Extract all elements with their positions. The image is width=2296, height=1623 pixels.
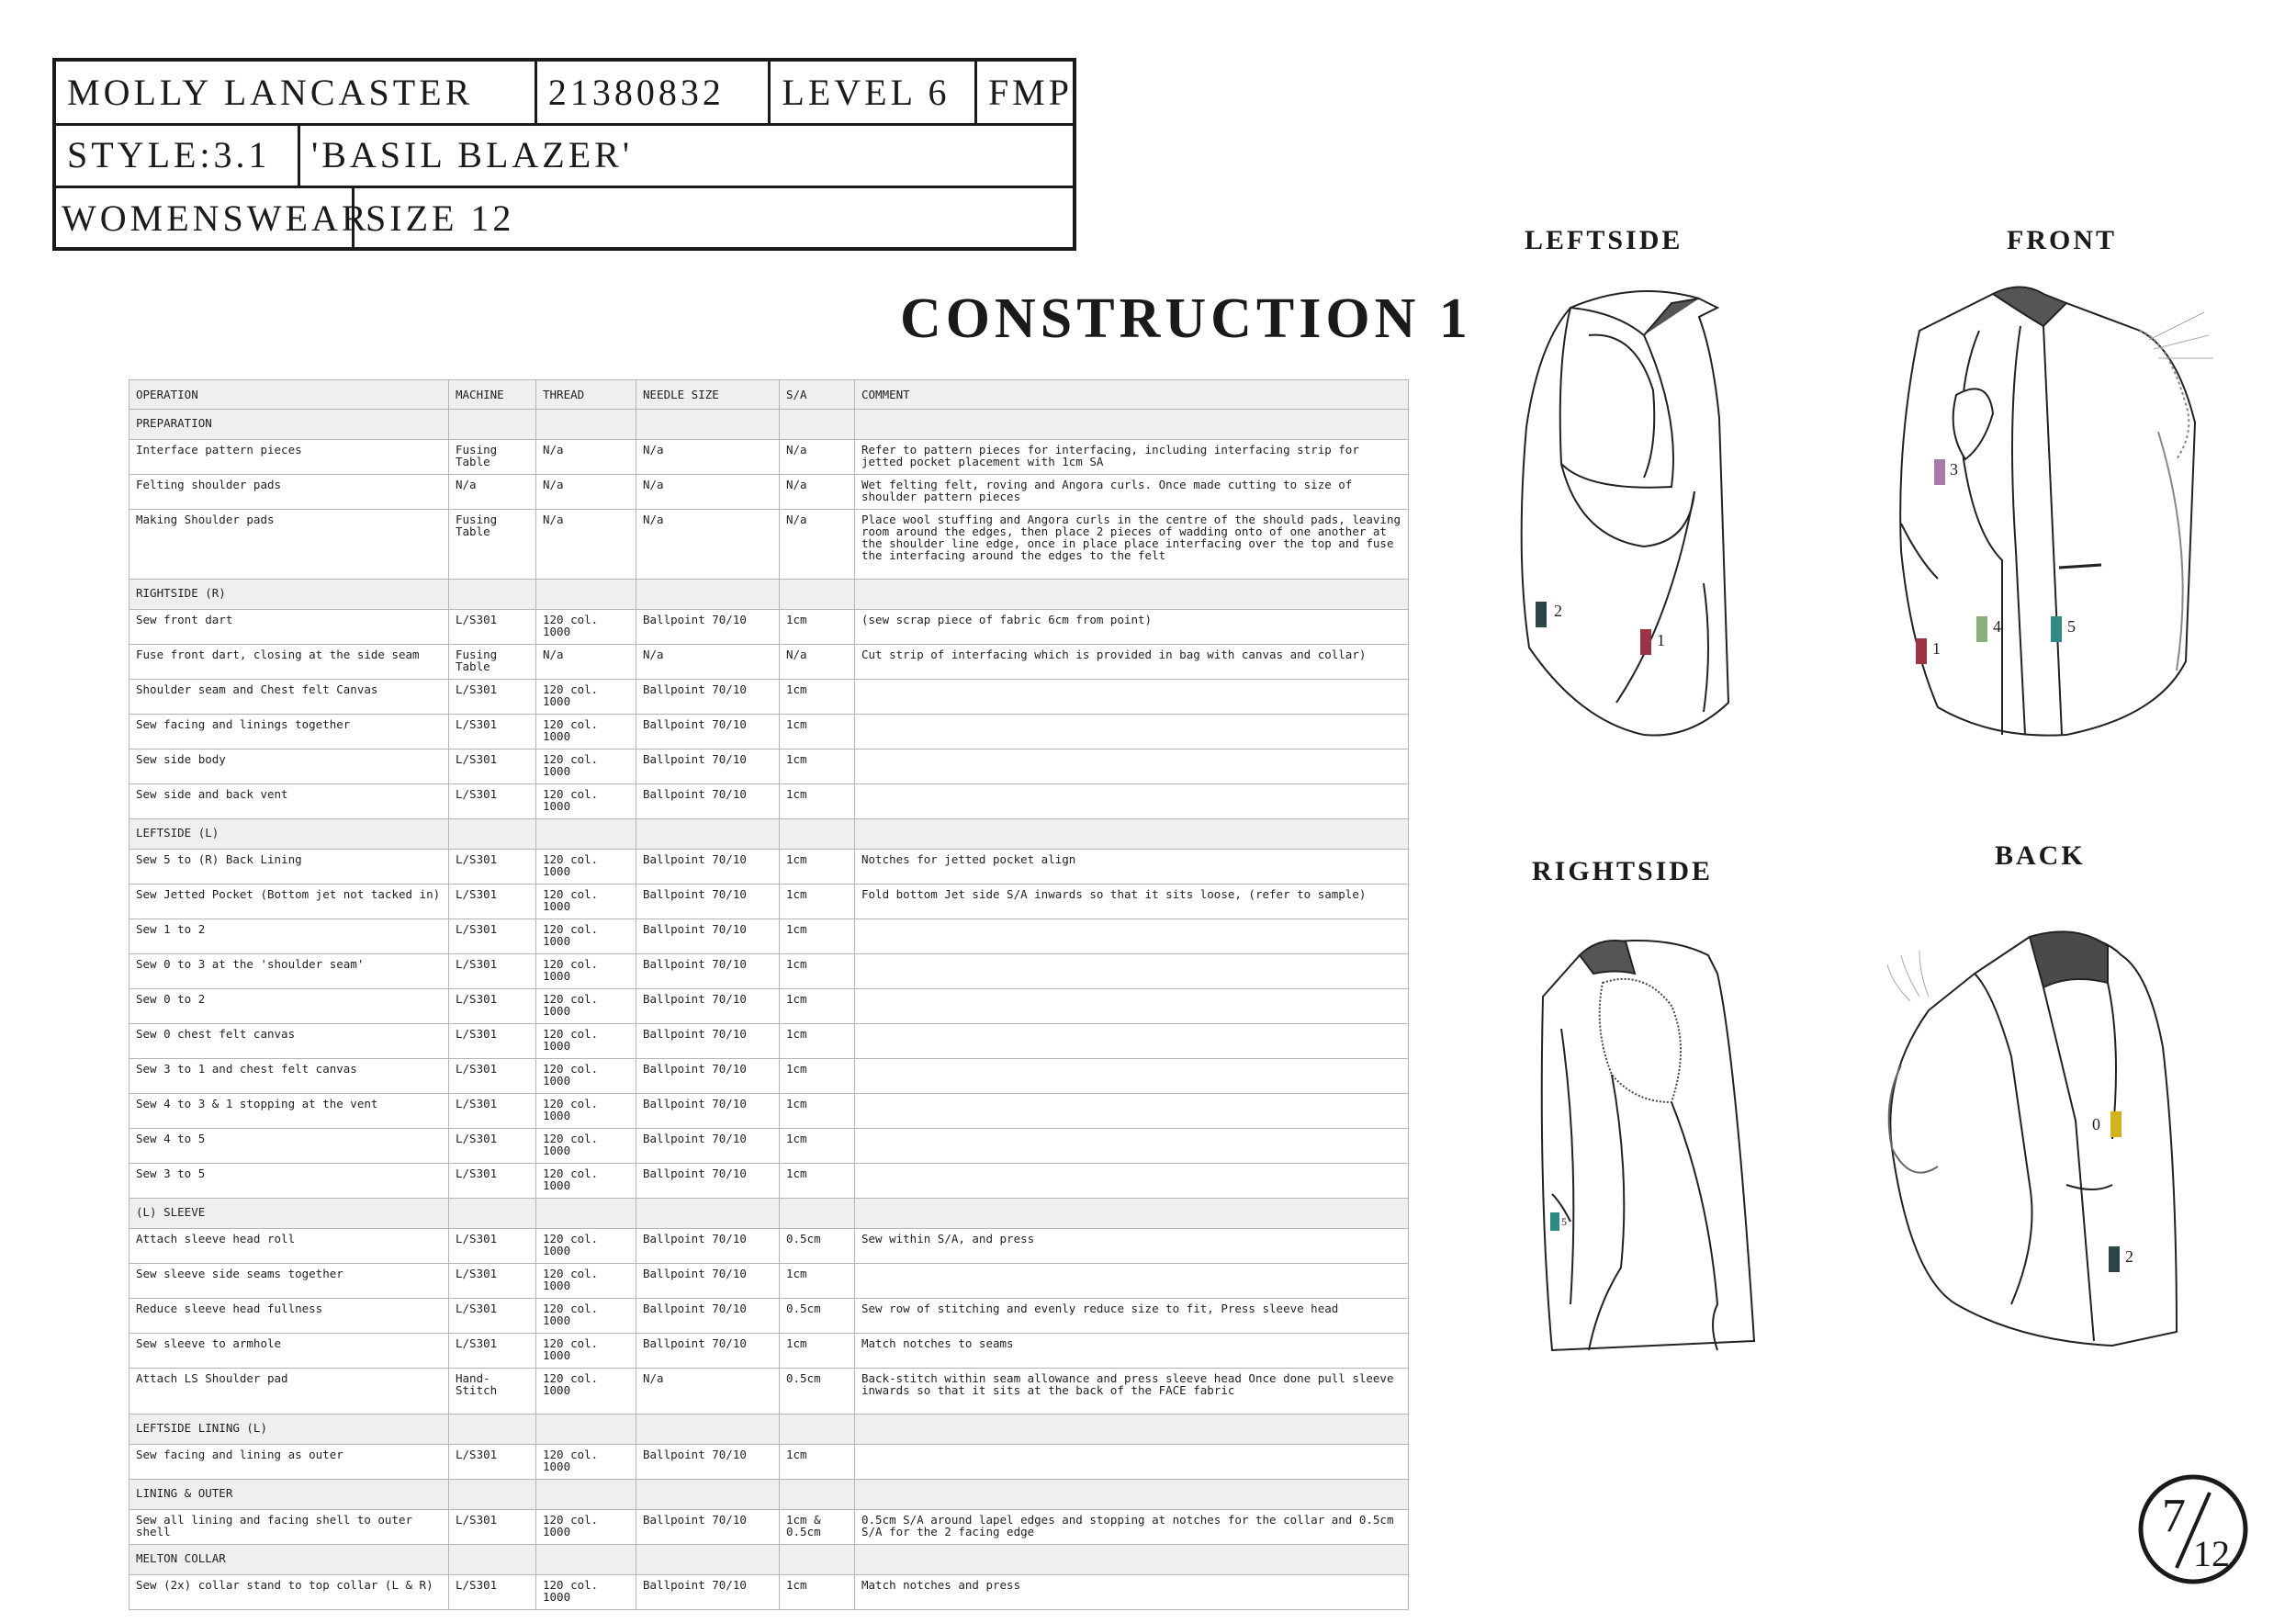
machine-cell: L/S301 bbox=[449, 1024, 536, 1059]
table-row bbox=[129, 715, 1409, 750]
thread-cell: 120 col. 1000 bbox=[536, 1299, 636, 1334]
comment-cell bbox=[855, 784, 1409, 819]
seam-allowance-cell: N/a bbox=[780, 475, 855, 510]
comment-cell: 0.5cm S/A around lapel edges and stopping at notches for the collar and 0.5cm S/A for the 2 facing edge bbox=[855, 1510, 1409, 1545]
empty-cell bbox=[449, 1545, 536, 1575]
empty-cell bbox=[636, 819, 780, 850]
marker-label: 5 bbox=[1561, 1215, 1567, 1228]
needle-cell: Ballpoint 70/10 bbox=[636, 850, 780, 885]
seam-allowance-cell: 1cm bbox=[780, 1094, 855, 1129]
comment-cell: Sew within S/A, and press bbox=[855, 1229, 1409, 1264]
operation-cell: Attach LS Shoulder pad bbox=[129, 1369, 449, 1414]
operation-cell: Interface pattern pieces bbox=[129, 440, 449, 475]
needle-cell: Ballpoint 70/10 bbox=[636, 1575, 780, 1610]
section-title: PREPARATION bbox=[129, 410, 449, 440]
machine-cell: L/S301 bbox=[449, 610, 536, 645]
comment-cell bbox=[855, 954, 1409, 989]
section-row bbox=[129, 819, 1409, 850]
empty-cell bbox=[780, 580, 855, 610]
seam-allowance-cell: 1cm bbox=[780, 1445, 855, 1480]
column-header: NEEDLE SIZE bbox=[636, 380, 780, 410]
comment-cell: Cut strip of interfacing which is provided in bag with canvas and collar) bbox=[855, 645, 1409, 680]
comment-cell: Sew row of stitching and evenly reduce size to fit, Press sleeve head bbox=[855, 1299, 1409, 1334]
operation-cell: Sew Jetted Pocket (Bottom jet not tacked in) bbox=[129, 885, 449, 919]
operation-cell: Sew 1 to 2 bbox=[129, 919, 449, 954]
comment-cell: Fold bottom Jet side S/A inwards so that it sits loose, (refer to sample) bbox=[855, 885, 1409, 919]
front-jacket-drawing bbox=[1883, 276, 2232, 753]
thread-cell: 120 col. 1000 bbox=[536, 1369, 636, 1414]
construction-table bbox=[129, 379, 1409, 1610]
thread-cell: 120 col. 1000 bbox=[536, 750, 636, 784]
table-row bbox=[129, 610, 1409, 645]
page-number-badge bbox=[2136, 1472, 2250, 1586]
table-row bbox=[129, 1445, 1409, 1480]
empty-cell bbox=[780, 1480, 855, 1510]
seam-allowance-cell: 1cm bbox=[780, 610, 855, 645]
table-row bbox=[129, 1129, 1409, 1164]
front-label: FRONT bbox=[2007, 225, 2117, 255]
table-row bbox=[129, 850, 1409, 885]
table-row bbox=[129, 645, 1409, 680]
table-row bbox=[129, 1229, 1409, 1264]
operation-cell: Sew 0 to 2 bbox=[129, 989, 449, 1024]
empty-cell bbox=[449, 1199, 536, 1229]
section-row bbox=[129, 1199, 1409, 1229]
empty-cell bbox=[536, 1414, 636, 1445]
operation-cell: Sew 3 to 1 and chest felt canvas bbox=[129, 1059, 449, 1094]
seam-allowance-cell: 1cm bbox=[780, 1334, 855, 1369]
operation-cell: Sew facing and linings together bbox=[129, 715, 449, 750]
marker-2 bbox=[1536, 602, 1547, 627]
needle-cell: Ballpoint 70/10 bbox=[636, 1094, 780, 1129]
comment-cell: Match notches and press bbox=[855, 1575, 1409, 1610]
operation-cell: Sew 3 to 5 bbox=[129, 1164, 449, 1199]
column-header: THREAD bbox=[536, 380, 636, 410]
comment-cell bbox=[855, 1059, 1409, 1094]
operation-cell: Fuse front dart, closing at the side seam bbox=[129, 645, 449, 680]
empty-cell bbox=[636, 1199, 780, 1229]
needle-cell: Ballpoint 70/10 bbox=[636, 1445, 780, 1480]
empty-cell bbox=[636, 1545, 780, 1575]
empty-cell bbox=[536, 819, 636, 850]
header-row-1 bbox=[56, 62, 1073, 126]
comment-cell bbox=[855, 1094, 1409, 1129]
needle-cell: Ballpoint 70/10 bbox=[636, 1264, 780, 1299]
style-number: STYLE:3.1 bbox=[56, 124, 300, 186]
size: SIZE 12 bbox=[366, 197, 515, 239]
section-row bbox=[129, 410, 1409, 440]
thread-cell: 120 col. 1000 bbox=[536, 1164, 636, 1199]
needle-cell: Ballpoint 70/10 bbox=[636, 610, 780, 645]
thread-cell: 120 col. 1000 bbox=[536, 954, 636, 989]
machine-cell: Fusing Table bbox=[449, 645, 536, 680]
thread-cell: 120 col. 1000 bbox=[536, 1229, 636, 1264]
page-title: CONSTRUCTION 1 bbox=[900, 287, 1472, 350]
section-title: MELTON COLLAR bbox=[129, 1545, 449, 1575]
seam-allowance-cell: 1cm bbox=[780, 954, 855, 989]
marker-5 bbox=[1550, 1212, 1559, 1231]
needle-cell: Ballpoint 70/10 bbox=[636, 750, 780, 784]
back-jacket-drawing bbox=[1874, 909, 2204, 1350]
operation-cell: Sew 0 chest felt canvas bbox=[129, 1024, 449, 1059]
header-row-2 bbox=[56, 124, 1073, 188]
comment-cell bbox=[855, 1445, 1409, 1480]
marker-label: 0 bbox=[2092, 1115, 2100, 1133]
needle-cell: N/a bbox=[636, 475, 780, 510]
level: LEVEL 6 bbox=[771, 62, 977, 123]
empty-cell bbox=[636, 410, 780, 440]
page-current: 7 bbox=[2162, 1490, 2186, 1542]
thread-cell: 120 col. 1000 bbox=[536, 1094, 636, 1129]
marker-2 bbox=[2109, 1246, 2120, 1272]
needle-cell: N/a bbox=[636, 510, 780, 580]
seam-allowance-cell: 1cm bbox=[780, 1264, 855, 1299]
marker-label: 1 bbox=[1657, 631, 1665, 649]
seam-allowance-cell: N/a bbox=[780, 510, 855, 580]
marker-0 bbox=[2110, 1111, 2122, 1137]
marker-3 bbox=[1934, 459, 1945, 485]
needle-cell: Ballpoint 70/10 bbox=[636, 919, 780, 954]
operation-cell: Sew facing and lining as outer bbox=[129, 1445, 449, 1480]
operation-cell: Sew 0 to 3 at the 'shoulder seam' bbox=[129, 954, 449, 989]
machine-cell: L/S301 bbox=[449, 919, 536, 954]
machine-cell: Fusing Table bbox=[449, 510, 536, 580]
thread-cell: 120 col. 1000 bbox=[536, 715, 636, 750]
column-header: MACHINE bbox=[449, 380, 536, 410]
thread-cell: N/a bbox=[536, 645, 636, 680]
empty-cell bbox=[449, 1480, 536, 1510]
comment-cell: Refer to pattern pieces for interfacing, including interfacing strip for jetted pocket placement with 1cm SA bbox=[855, 440, 1409, 475]
thread-cell: 120 col. 1000 bbox=[536, 680, 636, 715]
table-row bbox=[129, 989, 1409, 1024]
thread-cell: 120 col. 1000 bbox=[536, 919, 636, 954]
marker-label: 1 bbox=[1932, 639, 1941, 658]
comment-cell bbox=[855, 680, 1409, 715]
machine-cell: L/S301 bbox=[449, 1299, 536, 1334]
column-header: OPERATION bbox=[129, 380, 449, 410]
empty-cell bbox=[536, 580, 636, 610]
needle-cell: N/a bbox=[636, 440, 780, 475]
seam-allowance-cell: 1cm bbox=[780, 989, 855, 1024]
operation-cell: Sew (2x) collar stand to top collar (L & R) bbox=[129, 1575, 449, 1610]
thread-cell: 120 col. 1000 bbox=[536, 1264, 636, 1299]
operation-cell: Sew side and back vent bbox=[129, 784, 449, 819]
comment-cell: (sew scrap piece of fabric 6cm from point) bbox=[855, 610, 1409, 645]
comment-cell bbox=[855, 1264, 1409, 1299]
empty-cell bbox=[855, 1545, 1409, 1575]
empty-cell bbox=[780, 410, 855, 440]
empty-cell bbox=[855, 819, 1409, 850]
machine-cell: L/S301 bbox=[449, 1129, 536, 1164]
marker-1 bbox=[1640, 629, 1651, 655]
comment-cell: Notches for jetted pocket align bbox=[855, 850, 1409, 885]
needle-cell: N/a bbox=[636, 1369, 780, 1414]
thread-cell: N/a bbox=[536, 440, 636, 475]
empty-cell bbox=[780, 1199, 855, 1229]
marker-1 bbox=[1916, 638, 1927, 664]
machine-cell: L/S301 bbox=[449, 1510, 536, 1545]
table-row bbox=[129, 1164, 1409, 1199]
needle-cell: Ballpoint 70/10 bbox=[636, 784, 780, 819]
thread-cell: 120 col. 1000 bbox=[536, 1024, 636, 1059]
marker-label: 2 bbox=[1554, 602, 1562, 620]
seam-allowance-cell: 0.5cm bbox=[780, 1299, 855, 1334]
seam-allowance-cell: 1cm bbox=[780, 1164, 855, 1199]
style-name: 'BASIL BLAZER' bbox=[311, 134, 634, 175]
thread-cell: 120 col. 1000 bbox=[536, 1129, 636, 1164]
page-total: 12 bbox=[2193, 1533, 2230, 1574]
header-box bbox=[52, 58, 1076, 251]
seam-allowance-cell: 1cm bbox=[780, 1129, 855, 1164]
thread-cell: 120 col. 1000 bbox=[536, 850, 636, 885]
thread-cell: 120 col. 1000 bbox=[536, 1445, 636, 1480]
table-row bbox=[129, 1575, 1409, 1610]
table-row bbox=[129, 919, 1409, 954]
comment-cell bbox=[855, 919, 1409, 954]
table-row bbox=[129, 440, 1409, 475]
machine-cell: Fusing Table bbox=[449, 440, 536, 475]
seam-allowance-cell: 1cm bbox=[780, 1024, 855, 1059]
operation-cell: Making Shoulder pads bbox=[129, 510, 449, 580]
seam-allowance-cell: N/a bbox=[780, 440, 855, 475]
seam-allowance-cell: 1cm bbox=[780, 850, 855, 885]
empty-cell bbox=[855, 410, 1409, 440]
seam-allowance-cell: 1cm bbox=[780, 885, 855, 919]
machine-cell: Hand-Stitch bbox=[449, 1369, 536, 1414]
comment-cell bbox=[855, 1129, 1409, 1164]
operation-cell: Sew all lining and facing shell to outer shell bbox=[129, 1510, 449, 1545]
empty-cell bbox=[855, 1414, 1409, 1445]
thread-cell: 120 col. 1000 bbox=[536, 1575, 636, 1610]
empty-cell bbox=[449, 819, 536, 850]
machine-cell: L/S301 bbox=[449, 784, 536, 819]
needle-cell: Ballpoint 70/10 bbox=[636, 1229, 780, 1264]
thread-cell: 120 col. 1000 bbox=[536, 1510, 636, 1545]
category: WOMENSWEAR bbox=[56, 187, 355, 248]
column-header: S/A bbox=[780, 380, 855, 410]
table-row bbox=[129, 885, 1409, 919]
needle-cell: N/a bbox=[636, 645, 780, 680]
empty-cell bbox=[636, 580, 780, 610]
machine-cell: L/S301 bbox=[449, 715, 536, 750]
section-row bbox=[129, 1480, 1409, 1510]
table-row bbox=[129, 1059, 1409, 1094]
operation-cell: Sew sleeve side seams together bbox=[129, 1264, 449, 1299]
seam-allowance-cell: 1cm bbox=[780, 680, 855, 715]
comment-cell bbox=[855, 750, 1409, 784]
machine-cell: L/S301 bbox=[449, 954, 536, 989]
table-row bbox=[129, 1510, 1409, 1545]
machine-cell: L/S301 bbox=[449, 1575, 536, 1610]
table-row bbox=[129, 680, 1409, 715]
machine-cell: L/S301 bbox=[449, 680, 536, 715]
thread-cell: N/a bbox=[536, 475, 636, 510]
back-label: BACK bbox=[1995, 840, 2086, 871]
thread-cell: 120 col. 1000 bbox=[536, 610, 636, 645]
needle-cell: Ballpoint 70/10 bbox=[636, 1164, 780, 1199]
header-row-3 bbox=[56, 187, 1073, 248]
seam-allowance-cell: 1cm bbox=[780, 1059, 855, 1094]
marker-label: 5 bbox=[2067, 617, 2076, 636]
operation-cell: Sew sleeve to armhole bbox=[129, 1334, 449, 1369]
comment-cell: Back-stitch within seam allowance and press sleeve head Once done pull sleeve inwards so that it sits at the back of the FACE fabric bbox=[855, 1369, 1409, 1414]
table-row bbox=[129, 784, 1409, 819]
needle-cell: Ballpoint 70/10 bbox=[636, 1299, 780, 1334]
seam-allowance-cell: 1cm & 0.5cm bbox=[780, 1510, 855, 1545]
thread-cell: 120 col. 1000 bbox=[536, 1059, 636, 1094]
marker-5 bbox=[2051, 616, 2062, 642]
thread-cell: N/a bbox=[536, 510, 636, 580]
empty-cell bbox=[536, 1480, 636, 1510]
empty-cell bbox=[449, 1414, 536, 1445]
comment-cell: Wet felting felt, roving and Angora curls. Once made cutting to size of shoulder pattern pieces bbox=[855, 475, 1409, 510]
machine-cell: L/S301 bbox=[449, 1229, 536, 1264]
operation-cell: Reduce sleeve head fullness bbox=[129, 1299, 449, 1334]
table-row bbox=[129, 510, 1409, 580]
empty-cell bbox=[780, 1414, 855, 1445]
machine-cell: L/S301 bbox=[449, 989, 536, 1024]
table-row bbox=[129, 954, 1409, 989]
table-row bbox=[129, 1369, 1409, 1414]
operation-cell: Sew 5 to (R) Back Lining bbox=[129, 850, 449, 885]
needle-cell: Ballpoint 70/10 bbox=[636, 715, 780, 750]
machine-cell: L/S301 bbox=[449, 1445, 536, 1480]
comment-cell bbox=[855, 1024, 1409, 1059]
section-row bbox=[129, 1414, 1409, 1445]
seam-allowance-cell: 1cm bbox=[780, 750, 855, 784]
operation-cell: Sew side body bbox=[129, 750, 449, 784]
needle-cell: Ballpoint 70/10 bbox=[636, 954, 780, 989]
table-row bbox=[129, 1264, 1409, 1299]
table-row bbox=[129, 475, 1409, 510]
machine-cell: L/S301 bbox=[449, 850, 536, 885]
marker-label: 4 bbox=[1993, 617, 2001, 636]
operation-cell: Felting shoulder pads bbox=[129, 475, 449, 510]
column-header: COMMENT bbox=[855, 380, 1409, 410]
leftside-jacket-drawing bbox=[1506, 280, 1763, 749]
section-row bbox=[129, 580, 1409, 610]
empty-cell bbox=[449, 580, 536, 610]
rightside-label: RIGHTSIDE bbox=[1532, 856, 1714, 886]
thread-cell: 120 col. 1000 bbox=[536, 989, 636, 1024]
seam-allowance-cell: 1cm bbox=[780, 784, 855, 819]
leftside-label: LEFTSIDE bbox=[1525, 225, 1683, 255]
needle-cell: Ballpoint 70/10 bbox=[636, 1059, 780, 1094]
empty-cell bbox=[855, 1199, 1409, 1229]
empty-cell bbox=[855, 580, 1409, 610]
operation-cell: Shoulder seam and Chest felt Canvas bbox=[129, 680, 449, 715]
empty-cell bbox=[636, 1480, 780, 1510]
table-header-row bbox=[129, 380, 1409, 410]
thread-cell: 120 col. 1000 bbox=[536, 784, 636, 819]
table-row bbox=[129, 750, 1409, 784]
module: FMP bbox=[987, 72, 1073, 113]
empty-cell bbox=[536, 1199, 636, 1229]
section-title: LEFTSIDE LINING (L) bbox=[129, 1414, 449, 1445]
operation-cell: Sew 4 to 5 bbox=[129, 1129, 449, 1164]
machine-cell: L/S301 bbox=[449, 1164, 536, 1199]
needle-cell: Ballpoint 70/10 bbox=[636, 1510, 780, 1545]
machine-cell: L/S301 bbox=[449, 1094, 536, 1129]
thread-cell: 120 col. 1000 bbox=[536, 885, 636, 919]
rightside-jacket-drawing bbox=[1525, 919, 1773, 1359]
machine-cell: L/S301 bbox=[449, 1334, 536, 1369]
section-title: RIGHTSIDE (R) bbox=[129, 580, 449, 610]
operation-cell: Sew 4 to 3 & 1 stopping at the vent bbox=[129, 1094, 449, 1129]
machine-cell: L/S301 bbox=[449, 750, 536, 784]
needle-cell: Ballpoint 70/10 bbox=[636, 1129, 780, 1164]
empty-cell bbox=[536, 1545, 636, 1575]
needle-cell: Ballpoint 70/10 bbox=[636, 1024, 780, 1059]
needle-cell: Ballpoint 70/10 bbox=[636, 1334, 780, 1369]
section-title: LINING & OUTER bbox=[129, 1480, 449, 1510]
machine-cell: N/a bbox=[449, 475, 536, 510]
table-row bbox=[129, 1094, 1409, 1129]
comment-cell: Place wool stuffing and Angora curls in the centre of the should pads, leaving room around the edges, then place 2 pieces of wadding onto of one another at the shoulder line edge, once in place place interfacing over the top and fuse the interfacing around the edges to the felt bbox=[855, 510, 1409, 580]
marker-4 bbox=[1976, 616, 1987, 642]
needle-cell: Ballpoint 70/10 bbox=[636, 885, 780, 919]
section-title: LEFTSIDE (L) bbox=[129, 819, 449, 850]
needle-cell: Ballpoint 70/10 bbox=[636, 680, 780, 715]
seam-allowance-cell: 0.5cm bbox=[780, 1369, 855, 1414]
comment-cell bbox=[855, 715, 1409, 750]
table-row bbox=[129, 1334, 1409, 1369]
operation-cell: Attach sleeve head roll bbox=[129, 1229, 449, 1264]
comment-cell: Match notches to seams bbox=[855, 1334, 1409, 1369]
empty-cell bbox=[855, 1480, 1409, 1510]
needle-cell: Ballpoint 70/10 bbox=[636, 989, 780, 1024]
machine-cell: L/S301 bbox=[449, 885, 536, 919]
seam-allowance-cell: 1cm bbox=[780, 1575, 855, 1610]
marker-label: 3 bbox=[1950, 460, 1958, 479]
seam-allowance-cell: 0.5cm bbox=[780, 1229, 855, 1264]
table-row bbox=[129, 1024, 1409, 1059]
empty-cell bbox=[636, 1414, 780, 1445]
thread-cell: 120 col. 1000 bbox=[536, 1334, 636, 1369]
comment-cell bbox=[855, 1164, 1409, 1199]
seam-allowance-cell: 1cm bbox=[780, 715, 855, 750]
section-row bbox=[129, 1545, 1409, 1575]
seam-allowance-cell: N/a bbox=[780, 645, 855, 680]
comment-cell bbox=[855, 989, 1409, 1024]
empty-cell bbox=[536, 410, 636, 440]
machine-cell: L/S301 bbox=[449, 1059, 536, 1094]
marker-label: 2 bbox=[2125, 1247, 2133, 1266]
seam-allowance-cell: 1cm bbox=[780, 919, 855, 954]
empty-cell bbox=[780, 819, 855, 850]
empty-cell bbox=[780, 1545, 855, 1575]
table-row bbox=[129, 1299, 1409, 1334]
designer-name: MOLLY LANCASTER bbox=[56, 62, 537, 123]
operation-cell: Sew front dart bbox=[129, 610, 449, 645]
student-id: 21380832 bbox=[537, 62, 771, 123]
section-title: (L) SLEEVE bbox=[129, 1199, 449, 1229]
empty-cell bbox=[449, 410, 536, 440]
machine-cell: L/S301 bbox=[449, 1264, 536, 1299]
